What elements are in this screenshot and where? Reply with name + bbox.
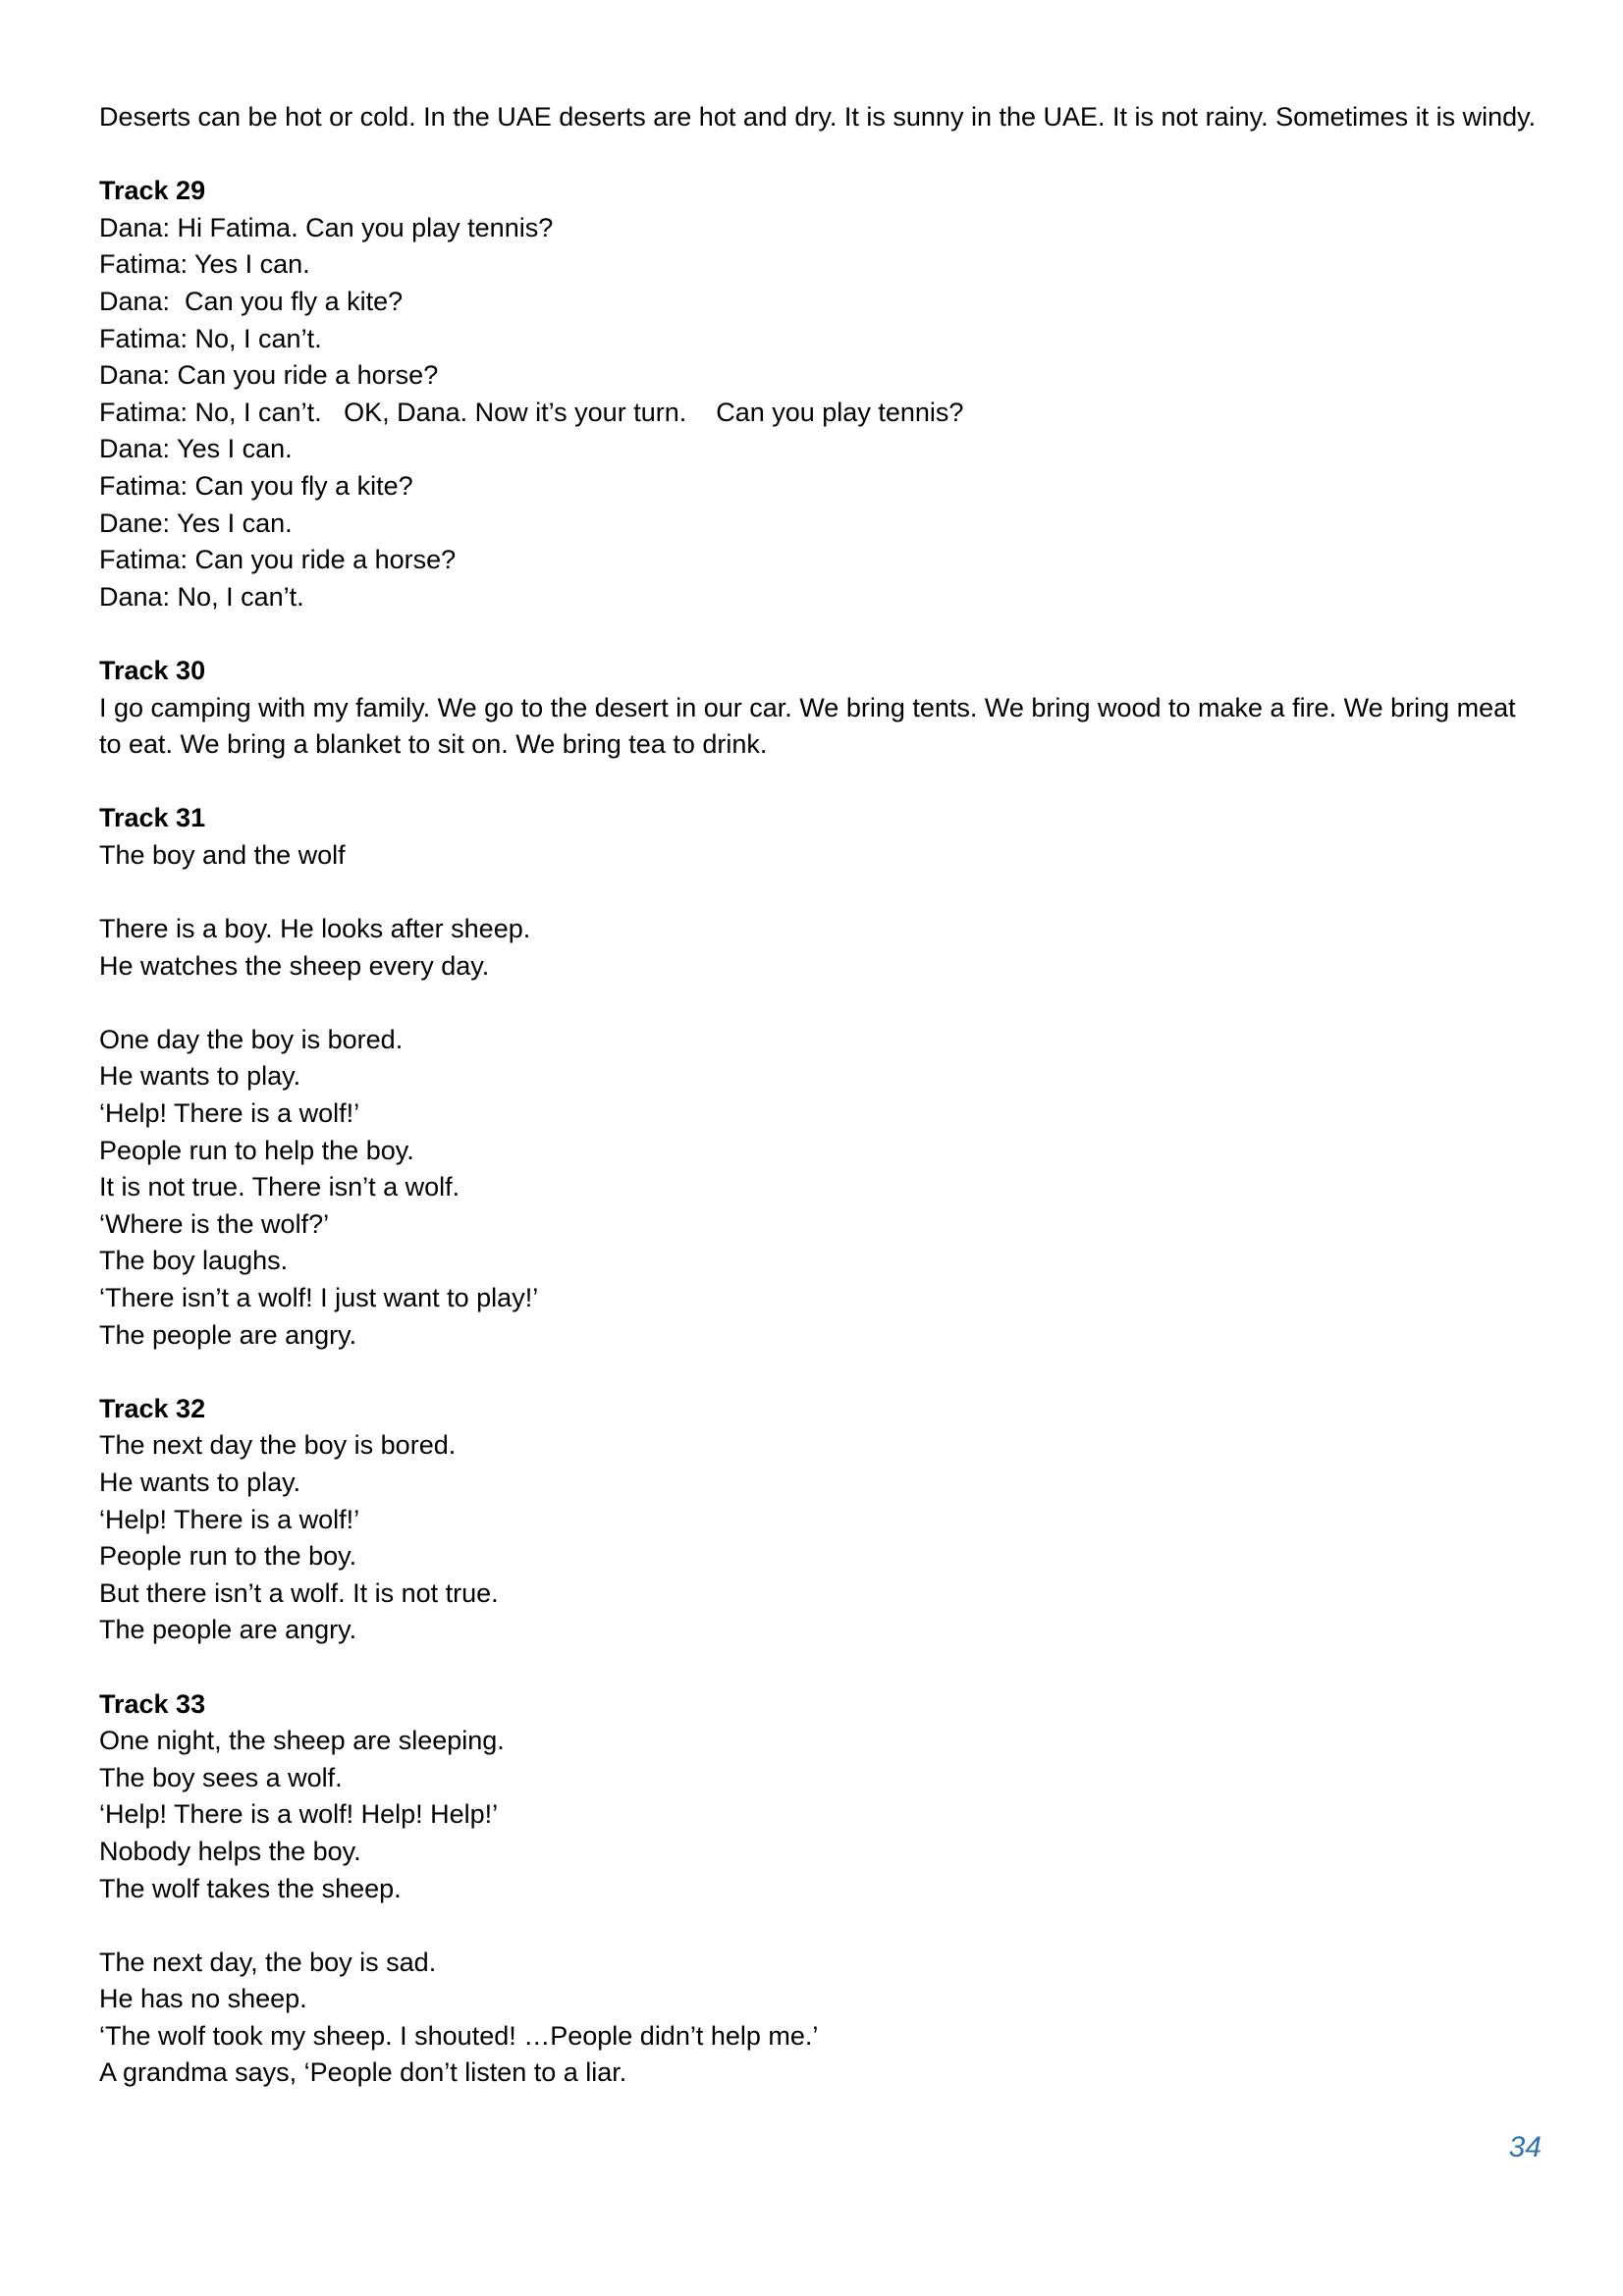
story-line: The next day, the boy is sad. xyxy=(99,1947,437,1977)
story-line: ‘Where is the wolf?’ xyxy=(99,1208,330,1239)
intro-text: Deserts can be hot or cold. In the UAE deserts are hot and dry. It is sunny in the UAE. It is not rainy. Sometimes it is windy. xyxy=(99,102,1537,132)
story-line: ‘Help! There is a wolf!’ xyxy=(99,1504,360,1534)
track-31-stanza-2 xyxy=(99,1022,1542,1354)
story-line: ‘The wolf took my sheep. I shouted! …People didn’t help me.’ xyxy=(99,2020,819,2051)
track-30-heading: Track 30 xyxy=(99,655,206,685)
track-32-section xyxy=(99,1391,1542,1649)
intro-paragraph xyxy=(99,99,1542,136)
story-line: He wants to play. xyxy=(99,1061,301,1092)
story-line: But there isn’t a wolf. It is not true. xyxy=(99,1577,499,1608)
track-33-heading: Track 33 xyxy=(99,1688,206,1719)
story-line: He wants to play. xyxy=(99,1467,301,1497)
page-number: 34 xyxy=(1508,2131,1542,2163)
dialogue-line: Dana: Can you ride a horse? xyxy=(99,360,439,391)
story-line: ‘There isn’t a wolf! I just want to play!’ xyxy=(99,1283,539,1312)
story-title: The boy and the wolf xyxy=(99,839,346,870)
track-33-stanza-2 xyxy=(99,1945,1542,2092)
dialogue-line: Dane: Yes I can. xyxy=(99,507,293,538)
dialogue-line: Dana: Hi Fatima. Can you play tennis? xyxy=(99,212,554,242)
dialogue-line: Fatima: No, I can’t. OK, Dana. Now it’s your turn. Can you play tennis? xyxy=(99,397,964,427)
story-line: People run to help the boy. xyxy=(99,1135,414,1165)
story-line: It is not true. There isn’t a wolf. xyxy=(99,1172,460,1202)
story-line: One day the boy is bored. xyxy=(99,1024,404,1054)
dialogue-line: Fatima: No, I can’t. xyxy=(99,323,322,353)
dialogue-line: Dana: Yes I can. xyxy=(99,434,293,464)
story-line: The wolf takes the sheep. xyxy=(99,1873,402,1903)
story-line: The boy laughs. xyxy=(99,1246,289,1276)
story-line: The people are angry. xyxy=(99,1615,357,1645)
dialogue-line: Dana: No, I can’t. xyxy=(99,581,304,612)
dialogue-line: Fatima: Can you ride a horse? xyxy=(99,545,457,575)
track-31-stanza-1 xyxy=(99,911,1542,985)
track-31-heading: Track 31 xyxy=(99,803,206,833)
story-line: People run to the boy. xyxy=(99,1541,357,1572)
page-body xyxy=(99,99,1542,2129)
story-line: He has no sheep. xyxy=(99,1984,307,2014)
story-line: The boy sees a wolf. xyxy=(99,1762,343,1792)
story-line: ‘Help! There is a wolf! Help! Help!’ xyxy=(99,1799,499,1830)
story-line: The people are angry. xyxy=(99,1319,357,1350)
track-29-section xyxy=(99,173,1542,615)
track-29-heading: Track 29 xyxy=(99,176,206,206)
track-32-heading: Track 32 xyxy=(99,1393,206,1423)
dialogue-line: Fatima: Can you fly a kite? xyxy=(99,470,413,501)
dialogue-line: Fatima: Yes I can. xyxy=(99,249,310,280)
track-30-section xyxy=(99,653,1542,764)
story-line: ‘Help! There is a wolf!’ xyxy=(99,1098,360,1129)
story-line: Nobody helps the boy. xyxy=(99,1836,361,1866)
story-line: One night, the sheep are sleeping. xyxy=(99,1726,505,1756)
story-line: There is a boy. He looks after sheep. xyxy=(99,914,531,944)
story-line: The next day the boy is bored. xyxy=(99,1430,457,1461)
dialogue-line: Dana: Can you fly a kite? xyxy=(99,286,404,316)
track-30-text: I go camping with my family. We go to the desert in our car. We bring tents. We bring wood to make a fire. We bring meat to eat. We bring a blanket to sit on. We bring tea to drink. xyxy=(99,692,1516,760)
track-33-section xyxy=(99,1686,1542,1908)
story-line: A grandma says, ‘People don’t listen to a liar. xyxy=(99,2057,627,2088)
track-31-section xyxy=(99,800,1542,874)
story-line: He watches the sheep every day. xyxy=(99,950,490,981)
